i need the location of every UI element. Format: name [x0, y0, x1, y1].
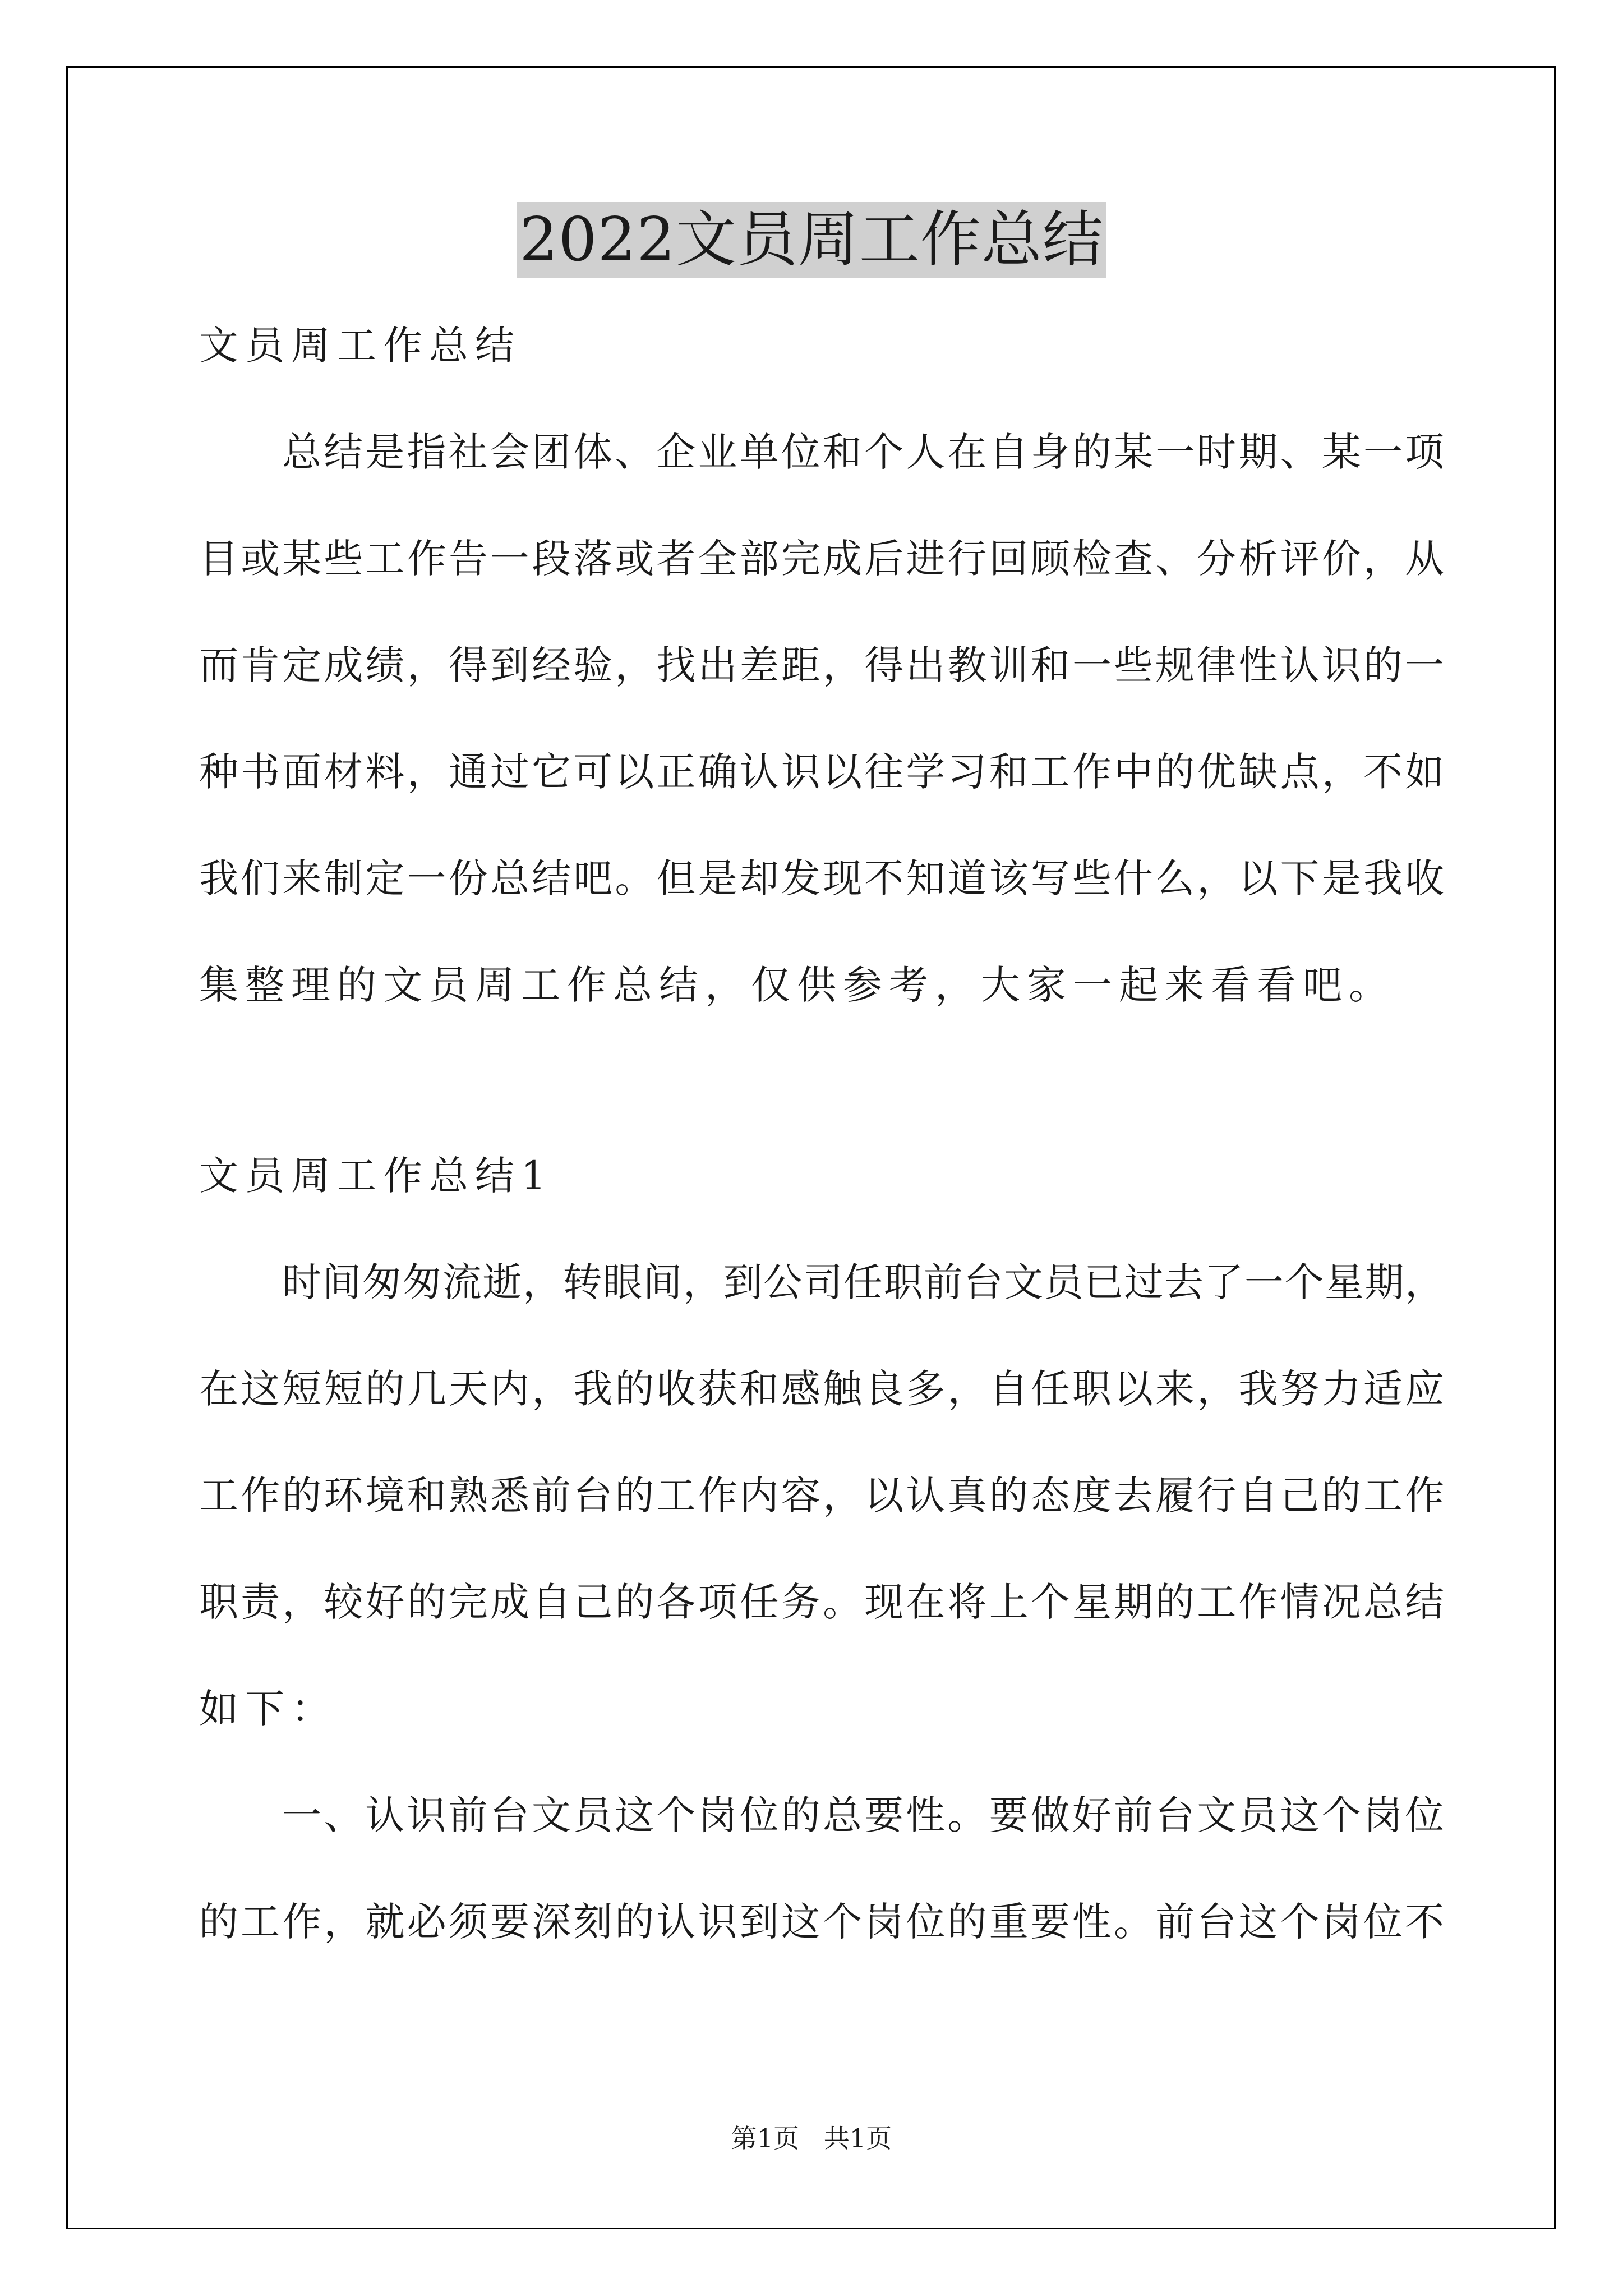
section-heading: 文员周工作总结 — [199, 323, 521, 369]
section-heading: 文员周工作总结1 — [199, 1153, 553, 1199]
paragraph-line: 总结是指社会团体、企业单位和个人在自身的某一时期、某一项 — [282, 429, 1444, 475]
paragraph-line: 我们来制定一份总结吧。但是却发现不知道该写些什么，以下是我收 — [199, 855, 1444, 901]
paragraph-gap — [199, 1063, 1444, 1147]
page-footer: 第1页 共1页 — [731, 2123, 892, 2154]
title-block — [0, 202, 1623, 278]
paragraph-line: 种书面材料，通过它可以正确认识以往学习和工作中的优缺点，不如 — [199, 749, 1444, 795]
paragraph-line: 如下： — [199, 1686, 337, 1732]
paragraph-line: 工作的环境和熟悉前台的工作内容，以认真的态度去履行自己的工作 — [199, 1473, 1444, 1519]
paragraph-line: 一、认识前台文员这个岗位的总要性。要做好前台文员这个岗位 — [282, 1792, 1444, 1838]
document-title: 2022文员周工作总结 — [517, 202, 1106, 278]
paragraph-line: 在这短短的几天内，我的收获和感触良多，自任职以来，我努力适应 — [199, 1366, 1444, 1412]
document-body — [199, 317, 1444, 2000]
paragraph-line: 集整理的文员周工作总结，仅供参考，大家一起来看看吧。 — [199, 962, 1395, 1008]
paragraph-line: 职责，较好的完成自己的各项任务。现在将上个星期的工作情况总结 — [199, 1579, 1444, 1625]
paragraph-line: 目或某些工作告一段落或者全部完成后进行回顾检查、分析评价，从 — [199, 536, 1444, 582]
paragraph-line: 的工作，就必须要深刻的认识到这个岗位的重要性。前台这个岗位不 — [199, 1899, 1444, 1945]
paragraph-line: 而肯定成绩，得到经验，找出差距，得出教训和一些规律性认识的一 — [199, 642, 1444, 688]
paragraph-line: 时间匆匆流逝，转眼间，到公司任职前台文员已过去了一个星期， — [282, 1259, 1444, 1305]
